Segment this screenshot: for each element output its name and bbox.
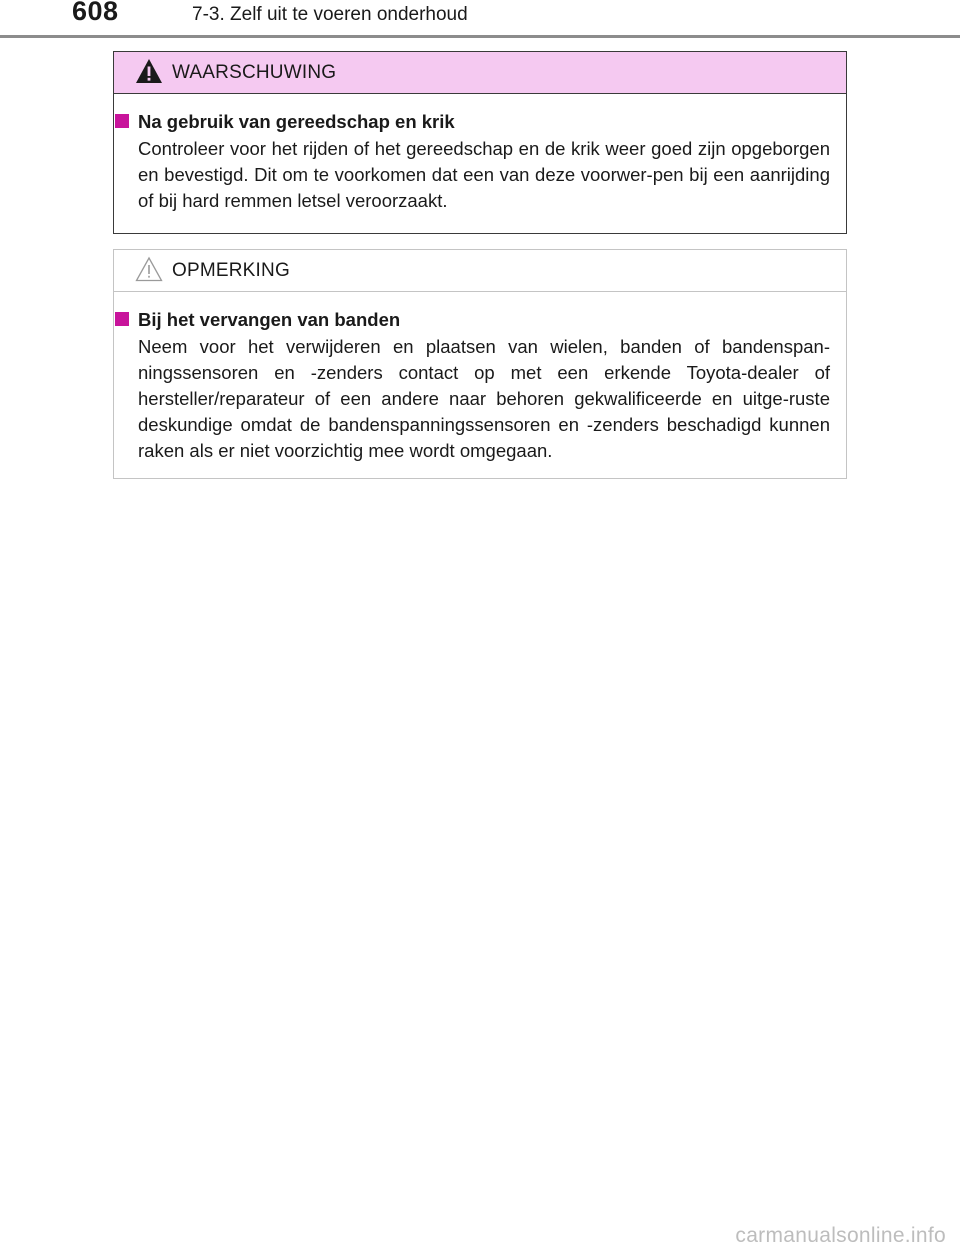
warning-header xyxy=(114,52,846,94)
warning-item-text: Controleer voor het rijden of het gereedschap en de krik weer goed zijn opgeborgen en bevestigd. Dit om te voorkomen dat een van deze voorwer-pen bij een aanrijding of bij hard remmen letsel veroorzaakt. xyxy=(138,138,830,211)
header-divider xyxy=(0,35,960,38)
notice-body xyxy=(114,292,846,464)
notice-label: OPMERKING xyxy=(172,260,290,281)
watermark: carmanualsonline.info xyxy=(735,1224,946,1247)
section-title: 7-3. Zelf uit te voeren onderhoud xyxy=(192,4,468,25)
warning-box xyxy=(113,51,847,234)
warning-label: WAARSCHUWING xyxy=(172,62,337,83)
warning-triangle-filled-icon xyxy=(135,58,163,84)
notice-item-text: Neem voor het verwijderen en plaatsen van wielen, banden of bandenspan-ningssensoren en -zenders contact op met een erkende Toyota-dealer of hersteller/reparateur of een andere naar behoren gekwalificeerde en uitge-ruste deskundige omdat de bandenspanningssensoren en -zenders beschadigd kunnen raken als er niet voorzichtig mee wordt omgegaan. xyxy=(138,336,830,461)
bullet-square-icon xyxy=(115,114,129,128)
warning-body xyxy=(114,94,846,214)
notice-box xyxy=(113,249,847,479)
caution-triangle-outline-icon xyxy=(135,256,163,282)
notice-item-heading-text: Bij het vervangen van banden xyxy=(138,309,401,330)
notice-item-heading xyxy=(114,307,830,333)
warning-item-heading-text: Na gebruik van gereedschap en krik xyxy=(138,111,455,132)
warning-item-heading xyxy=(114,109,830,135)
page-header xyxy=(0,0,960,40)
notice-header xyxy=(114,250,846,292)
page-number: 608 xyxy=(72,0,119,26)
bullet-square-icon xyxy=(115,312,129,326)
